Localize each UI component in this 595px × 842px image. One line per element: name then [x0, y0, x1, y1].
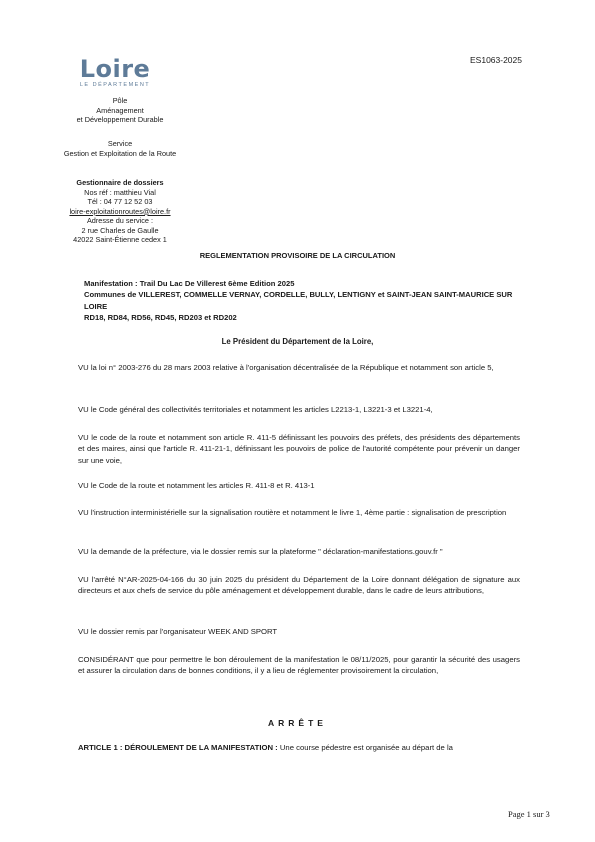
phone-number: Tél : 04 77 12 52 03 — [87, 197, 153, 206]
routes-line: RD18, RD84, RD56, RD45, RD203 et RD202 — [84, 312, 237, 322]
article-1-text: Une course pédestre est organisée au départ de la — [277, 743, 453, 752]
considerant-paragraph: VU le code de la route et notamment son article R. 411-5 définissant les pouvoirs des préfets, des présidents des départements et des maires, ainsi que l'article R. 411-21-1, définissant les pouvoirs de police de l'autorité compétente pour prévenir un danger sur une voie, — [78, 433, 520, 465]
pole-block — [45, 96, 195, 125]
adresse-label: Adresse du service : — [86, 216, 154, 225]
considerant-paragraph: VU le Code de la route et notamment les articles R. 411-8 et R. 413-1 — [78, 481, 315, 490]
email-link[interactable]: loire-exploitationroutes@loire.fr — [69, 206, 171, 216]
pole-line: et Développement Durable — [76, 115, 164, 124]
arrete-heading: ARRÊTE — [268, 718, 327, 728]
president-line: Le Président du Département de la Loire, — [221, 337, 374, 346]
communes-line: Communes de VILLEREST, COMMELLE VERNAY, CORDELLE, BULLY, LENTIGNY et SAINT-JEAN SAINT-MAURICE SUR LOIRE — [84, 290, 513, 311]
loire-logo — [70, 57, 160, 88]
adresse-city: 42022 Saint-Étienne cedex 1 — [73, 235, 167, 244]
document-reference: ES1063-2025 — [470, 55, 522, 65]
pole-label: Pôle — [112, 96, 128, 105]
gestionnaire-label: Gestionnaire de dossiers — [76, 178, 164, 187]
adresse-street: 2 rue Charles de Gaulle — [81, 225, 159, 235]
article-1 — [78, 742, 520, 753]
considerant-paragraph: VU le dossier remis par l'organisateur WEEK AND SPORT — [78, 627, 278, 636]
considerant-paragraph: VU l'arrêté N°AR-2025-04-166 du 30 juin 2025 du président du Département de la Loire donnant délégation de signature aux directeurs et aux chefs de service du pôle aménagement et développement durable, dans le cadre de leurs attributions, — [78, 575, 520, 596]
considerant-paragraph: VU l'instruction interministérielle sur la signalisation routière et notamment le livre 1, 4ème partie : signalisation de prescription — [78, 508, 507, 517]
considerant-paragraph: VU la demande de la préfecture, via le dossier remis sur la plateforme " déclaration-manifestations.gouv.fr " — [78, 547, 443, 556]
logo-subtitle: LE DÉPARTEMENT — [79, 82, 151, 88]
considerant-paragraph: VU le Code général des collectivités territoriales et notamment les articles L2213-1, L3221-3 et L3221-4, — [78, 405, 433, 414]
article-1-title: ARTICLE 1 : DÉROULEMENT DE LA MANIFESTATION : — [78, 743, 278, 752]
page-number: Page 1 sur 3 — [508, 809, 550, 819]
contact-block — [45, 178, 195, 245]
pole-line: Aménagement — [96, 105, 144, 115]
service-label: Service — [107, 139, 133, 148]
document-title: REGLEMENTATION PROVISOIRE DE LA CIRCULATION — [199, 251, 396, 260]
manifestation-line: Manifestation : Trail Du Lac De Villerest 6ème Edition 2025 — [84, 279, 295, 288]
service-block — [45, 139, 195, 158]
considerant-paragraph: CONSIDÉRANT que pour permettre le bon déroulement de la manifestation le 08/11/2025, pour garantir la sécurité des usagers et assurer la circulation dans de bonnes conditions, il y a lieu de réglementer provisoirement la circulation, — [78, 655, 520, 676]
manifestation-block — [84, 278, 524, 323]
service-name: Gestion et Exploitation de la Route — [63, 148, 177, 158]
logo-wordmark: Loire — [79, 55, 151, 83]
nos-ref: Nos réf : matthieu Vial — [84, 187, 156, 197]
considerant-paragraph: VU la loi n° 2003-276 du 28 mars 2003 relative à l'organisation décentralisée de la République et notamment son article 5, — [78, 363, 494, 372]
